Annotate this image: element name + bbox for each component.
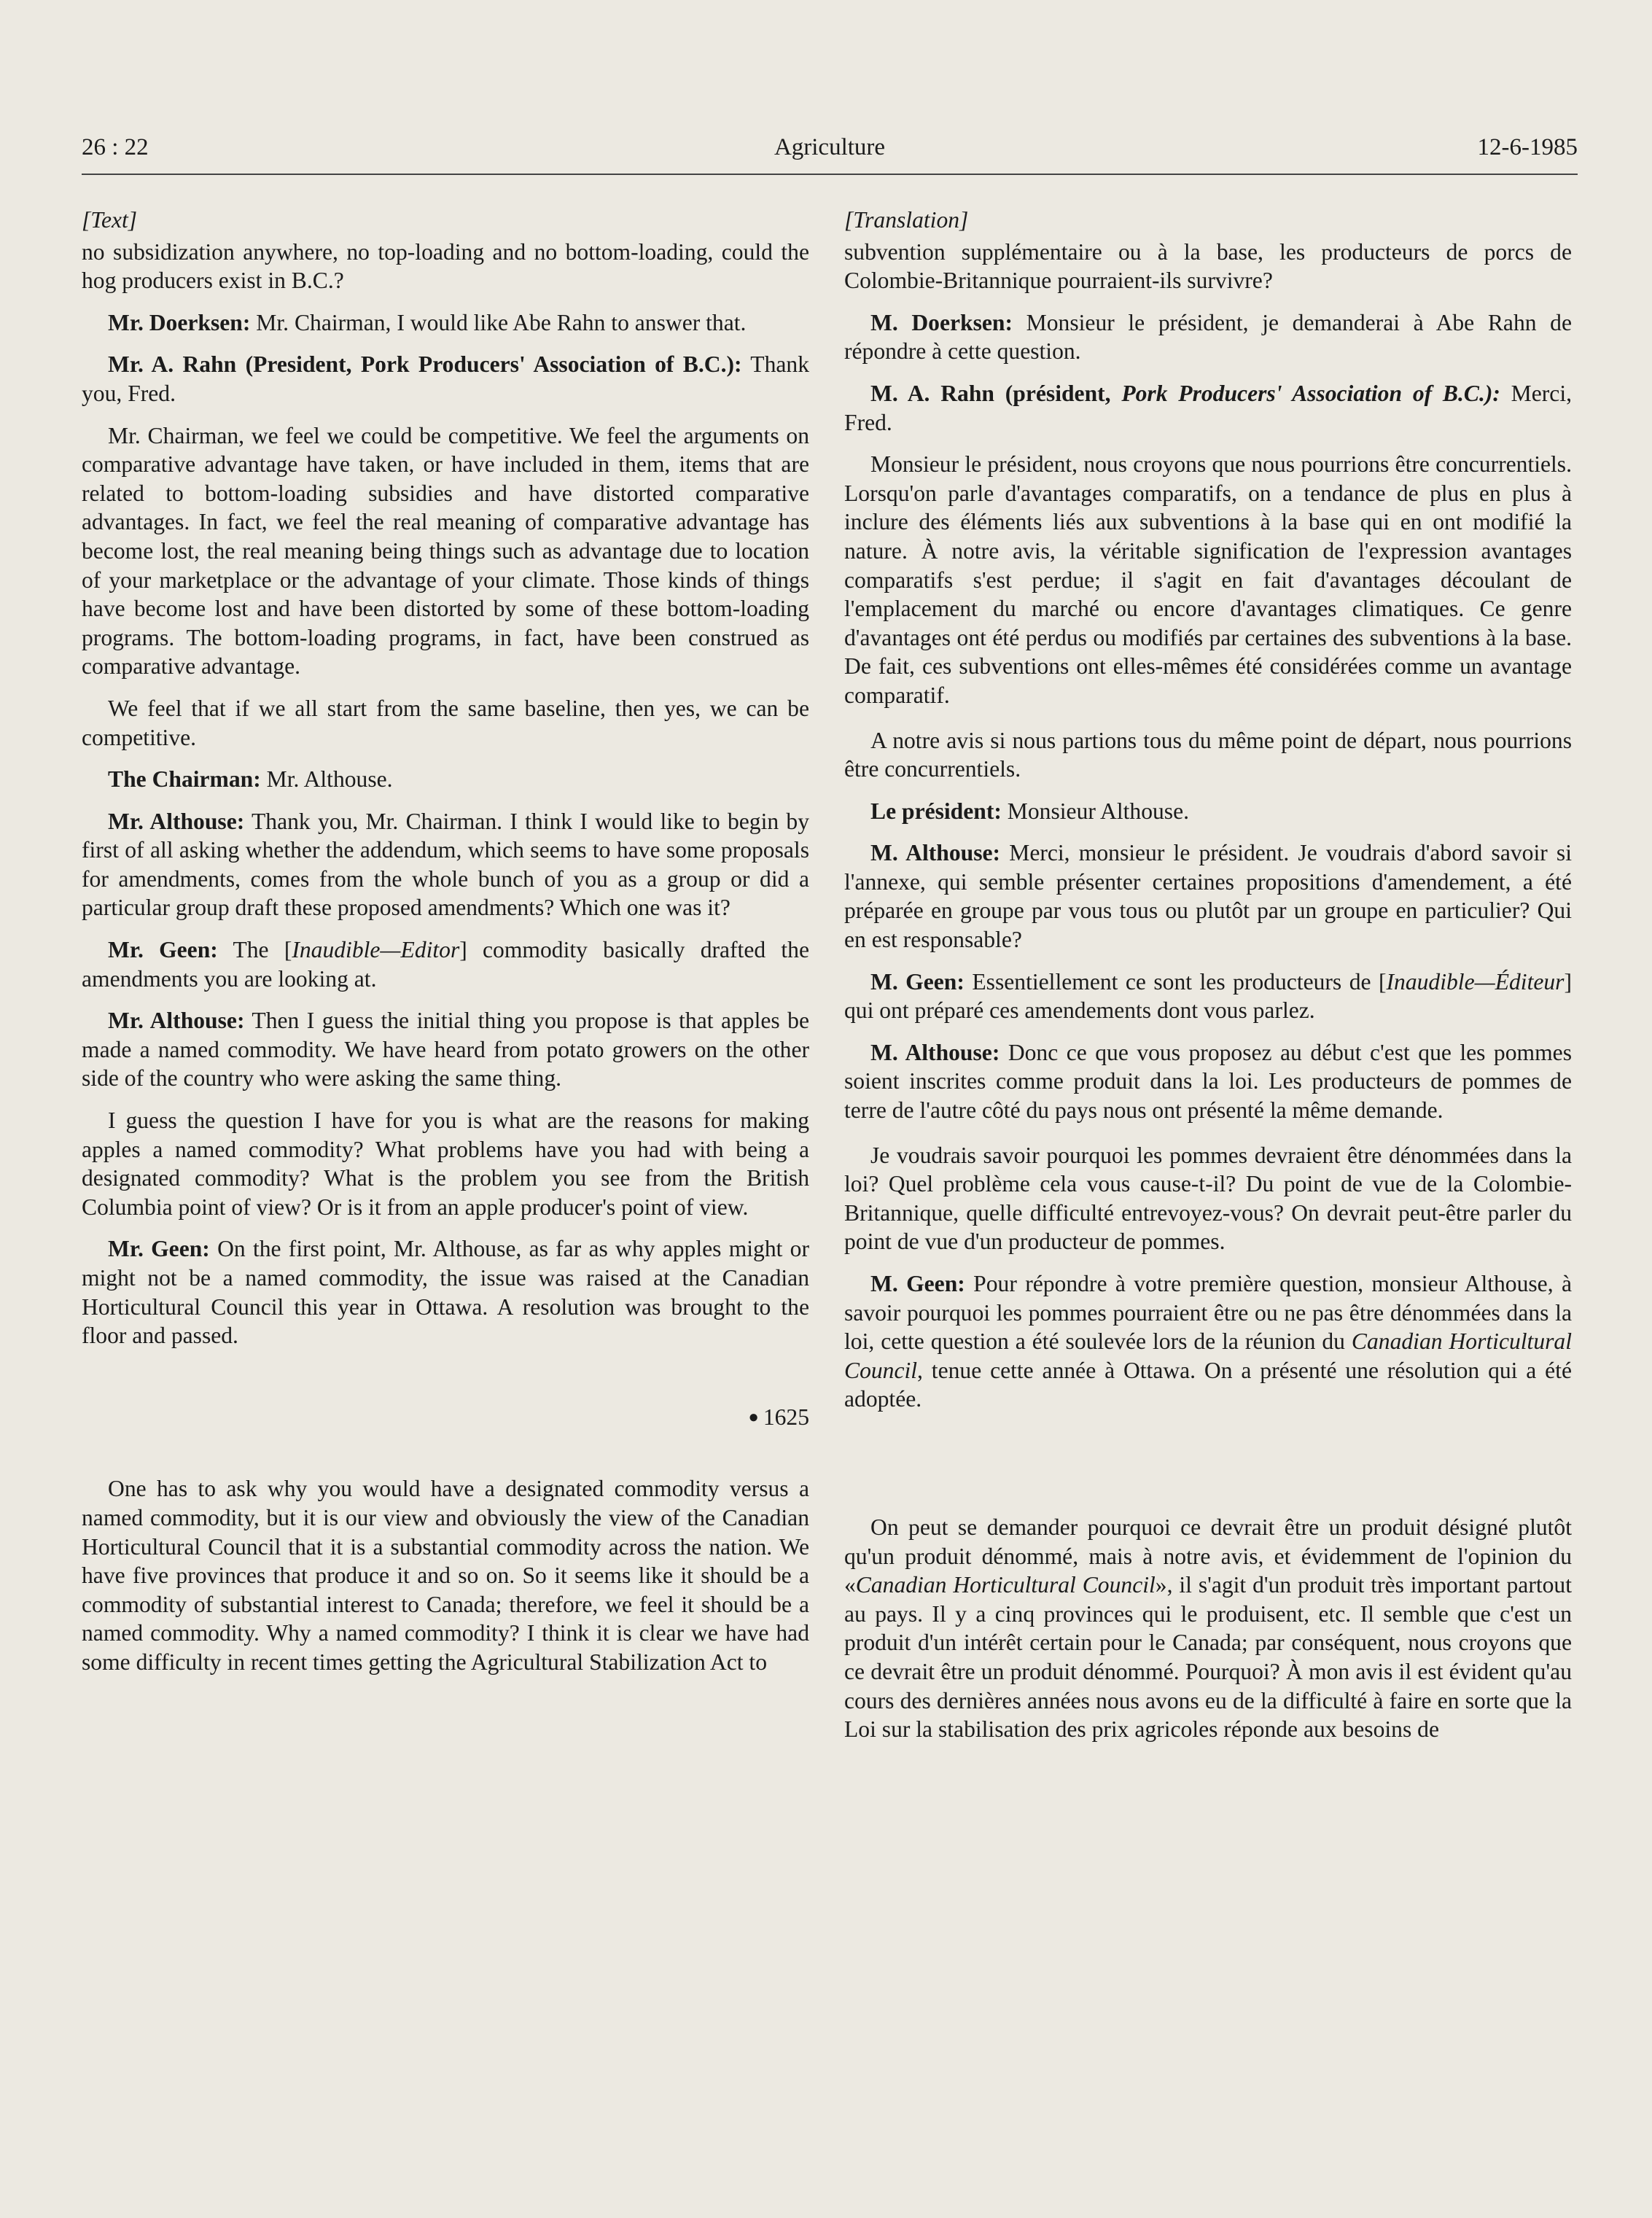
french-column: [844, 206, 1572, 1757]
page-number: 26 : 22: [82, 134, 149, 160]
paragraph: Mr. Geen: The [Inaudible—Editor] commodity basically drafted the amendments you are looking at.: [82, 937, 809, 992]
page-title: Agriculture: [774, 134, 886, 160]
paragraph: M. Doerksen: Monsieur le président, je demanderai à Abe Rahn de répondre à cette question.: [844, 309, 1572, 365]
spacer: [844, 1427, 1572, 1513]
paragraph: Monsieur le président, nous croyons que nous pourrions être concurrentiels. Lorsqu'on parle d'avantages comparatifs, on a tendance de plus en plus à inclure des éléments liés aux subventions à la base qui en ont modifié la nature. À notre avis, la véritable signification de l'expression avantages comparatifs s'est perdue; il s'agit en fait d'avantages découlant de l'emplacement du marché ou encore d'avantages climatiques. Ce genre d'avantages ont été perdus ou modifiés par certaines des subventions à la base. De fait, ces subventions ont elles-mêmes été considérées comme un avantage comparatif.: [844, 451, 1572, 708]
paragraph: We feel that if we all start from the same baseline, then yes, we can be competitive.: [82, 695, 809, 750]
paragraph: no subsidization anywhere, no top-loading and no bottom-loading, could the hog producers exist in B.C.?: [82, 238, 809, 294]
speaker-name: Mr. Geen:: [108, 937, 218, 963]
bullet-icon: ●: [748, 1407, 759, 1427]
speaker-name: M. Doerksen:: [870, 309, 1013, 335]
paragraph: On peut se demander pourquoi ce devrait être un produit désigné plutôt qu'un produit dénommé, mais à notre avis, et évidemment de l'opinion du «Canadian Horticultural Council», il s'agit d'un produit très important partout au pays. Il y a cinq provinces qui le produisent, etc. Il semble que c'est un produit d'un intérêt certain pour le Canada; par conséquent, nous croyons que ce devrait être un produit dénommé. Pourquoi? À mon avis il est évident qu'au cours des dernières années nous avons eu de la difficulté à faire en sorte que la Loi sur la stabilisation des prix agricoles réponde aux besoins de: [844, 1514, 1572, 1743]
speaker-name: Mr. Geen:: [108, 1236, 210, 1262]
page-header: [82, 130, 1578, 175]
paragraph: M. Geen: Pour répondre à votre première question, monsieur Althouse, à savoir pourquoi les pommes pourraient être ou ne pas être dénommées dans la loi, cette question a été soulevée lors de la réunion du Canadian Horticultural Council, tenue cette année à Ottawa. On a présenté une résolution qui a été adoptée.: [844, 1271, 1572, 1412]
paragraph: Mr. A. Rahn (President, Pork Producers' Association of B.C.): Thank you, Fred.: [82, 351, 809, 406]
paragraph: M. Althouse: Merci, monsieur le président. Je voudrais d'abord savoir si l'annexe, qui semble présenter certaines propositions d'amendement, a été préparée en groupe par vous tous ou plutôt par un groupe en particulier? Qui en est responsable?: [844, 840, 1573, 953]
paragraph: Mr. Althouse: Thank you, Mr. Chairman. I think I would like to begin by first of all asking whether the addendum, which seems to have some proposals for amendments, comes from the whole bunch of you as a group or did a particular group draft these proposed amendments? Which one was it?: [82, 808, 810, 921]
speaker-affiliation: Pork Producers' Association of B.C.):: [1110, 380, 1500, 406]
paragraph: Je voudrais savoir pourquoi les pommes devraient être dénommées dans la loi? Quel problème cela vous cause-t-il? Du point de vue de la Colombie-Britannique, quelle difficulté entrevoyez-vous? On devrait peut-être parler du point de vue d'un producteur de pommes.: [844, 1142, 1572, 1255]
paragraph: Mr. Althouse: Then I guess the initial thing you propose is that apples be made a named commodity. We have heard from potato growers on the other side of the country who were asking the same thing.: [82, 1008, 809, 1092]
paragraph: subvention supplémentaire ou à la base, les producteurs de porcs de Colombie-Britannique pourraient-ils survivre?: [844, 238, 1572, 294]
section-label: [Translation]: [844, 207, 969, 233]
paragraph: Le président: Monsieur Althouse.: [870, 798, 1190, 824]
section-label: [Text]: [82, 207, 138, 233]
speaker-name: M. A. Rahn (président,: [870, 380, 1111, 406]
paragraph: A notre avis si nous partions tous du même point de départ, nous pourrions être concurrentiels.: [844, 727, 1572, 782]
speaker-name: M. Geen:: [870, 968, 965, 995]
paragraph: One has to ask why you would have a designated commodity versus a named commodity, but it is our view and obviously the view of the Canadian Horticultural Council that it is a substantial commodity across the nation. We have five provinces that produce it and so on. So it seems like it should be a commodity of substantial interest to Canada; therefore, we feel it should be a named commodity. Why a named commodity? I think it is clear we have had some difficulty in recent times getting the Agricultural Stabilization Act to: [82, 1476, 809, 1675]
speaker-name: M. Geen:: [870, 1271, 965, 1296]
speaker-name: The Chairman:: [108, 766, 261, 793]
speaker-name: M. Althouse:: [870, 1039, 1000, 1065]
paragraph: Mr. Chairman, we feel we could be competitive. We feel the arguments on comparative advantage have taken, or have included in them, items that are related to bottom-loading subsidies and have distorted comparative advantages. In fact, we feel the real meaning of comparative advantage has become lost, the real meaning being things such as advantage due to location of your marketplace or the advantage of your climate. Those kinds of things have become lost and have been distorted by some of these bottom-loading programs. The bottom-loading programs, in fact, have been construed as comparative advantage.: [82, 422, 809, 680]
speaker-name: Mr. Doerksen:: [108, 309, 251, 335]
page-date: 12-6-1985: [1477, 134, 1578, 160]
speaker-name: M. Althouse:: [870, 840, 1001, 866]
paragraph: Mr. Geen: On the first point, Mr. Althouse, as far as why apples might or might not be a named commodity, the issue was raised at the Canadian Horticultural Council this year in Ottawa. A resolution was brought to the floor and passed.: [82, 1236, 809, 1349]
timestamp: ● 1625: [748, 1404, 809, 1430]
paragraph: M. Althouse: Donc ce que vous proposez au début c'est que les pommes soient inscrites comme produit dans la loi. Les producteurs de pommes de terre de l'autre côté du pays nous ont présenté la même demande.: [844, 1039, 1572, 1124]
paragraph: I guess the question I have for you is what are the reasons for making apples a named commodity? What problems have you had with being a designated commodity? What is the problem you see from the British Columbia point of view? Or is it from an apple producer's point of view.: [82, 1108, 809, 1220]
english-column: [82, 206, 809, 1690]
paragraph: M. Geen: Essentiellement ce sont les producteurs de [Inaudible—Éditeur] qui ont préparé ces amendements dont vous parlez.: [844, 968, 1572, 1024]
speaker-name: Le président:: [870, 798, 1002, 824]
paragraph: M. A. Rahn (président, Pork Producers' Association of B.C.): Merci, Fred.: [844, 380, 1572, 435]
paragraph: Mr. Doerksen: Mr. Chairman, I would like Abe Rahn to answer that.: [108, 309, 747, 335]
speaker-name: Mr. Althouse:: [108, 808, 245, 834]
speaker-name: Mr. A. Rahn (President, Pork Producers' Association of B.C.):: [108, 351, 742, 378]
speaker-name: Mr. Althouse:: [108, 1008, 245, 1034]
paragraph: The Chairman: Mr. Althouse.: [108, 766, 393, 793]
